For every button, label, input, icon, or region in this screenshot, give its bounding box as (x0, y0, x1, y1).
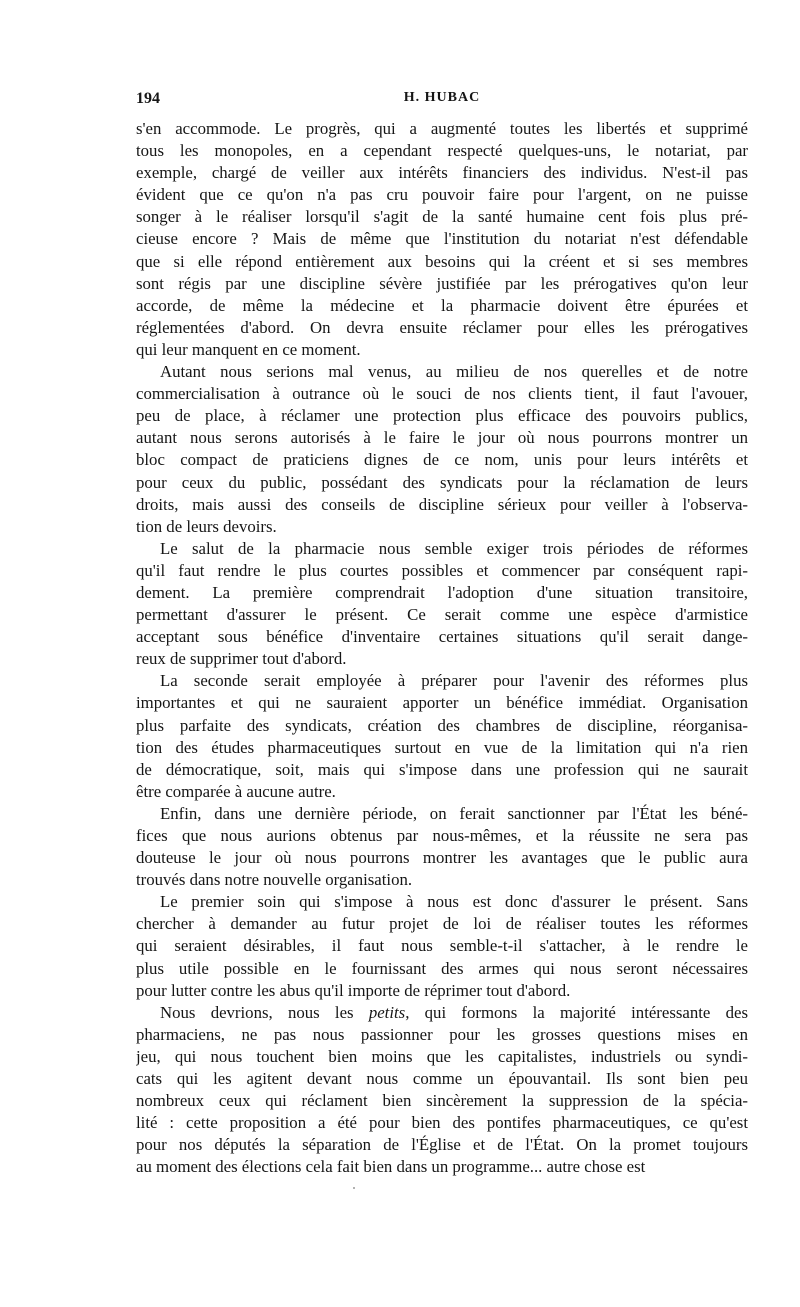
text-line: songer à le réaliser lorsqu'il s'agit de la santé humaine cent fois plus pré- (136, 207, 748, 227)
paper-speck (353, 1187, 355, 1189)
text-line: La seconde serait employée à préparer pour l'avenir des réformes plus (160, 671, 748, 691)
text-line: que si elle répond entièrement aux besoins qui la créent et si ses membres (136, 251, 748, 271)
paragraph (136, 803, 748, 891)
text-line: qui leur manquent en ce moment. (136, 339, 361, 359)
text-line: qu'il faut rendre le plus courtes possibles et commencer par conséquent rapi- (136, 560, 748, 580)
paragraph (136, 1002, 748, 1179)
text-line: droits, mais aussi des conseils de discipline sérieux pour veiller à l'observa- (136, 494, 748, 514)
text-line: qui seraient désirables, il faut nous semble-t-il s'attacher, à le rendre le (136, 936, 748, 956)
text-line: acceptant sous bénéfice d'inventaire certaines situations qu'il serait dange- (136, 627, 748, 647)
text-line: sont régis par une discipline sévère justifiée par les prérogatives qu'on leur (136, 273, 748, 293)
text-line: de démocratique, soit, mais qui s'impose dans une profession qui ne saurait (136, 759, 748, 779)
paragraph (136, 891, 748, 1001)
text-line: Le salut de la pharmacie nous semble exiger trois périodes de réformes (160, 538, 748, 558)
text-line: Nous devrions, nous les petits, qui formons la majorité intéressante des (160, 1002, 748, 1022)
text-line: évident que ce qu'on n'a pas cru pouvoir faire pour l'argent, on ne puisse (136, 185, 748, 205)
text-line: commercialisation à outrance où le souci de nos clients tient, il faut l'avouer, (136, 384, 748, 404)
text-line: permettant d'assurer le présent. Ce serait comme une espèce d'armistice (136, 605, 748, 625)
text-line: bloc compact de praticiens dignes de ce nom, unis pour leurs intérêts et (136, 450, 748, 470)
text-line: cats qui les agitent devant nous comme un épouvantail. Ils sont bien peu (136, 1069, 748, 1089)
running-title: H. HUBAC (403, 90, 481, 105)
paragraph (136, 361, 748, 538)
text-line: tion de leurs devoirs. (136, 516, 277, 536)
text-line: lité : cette proposition a été pour bien des pontifes pharmaceutiques, ce qu'est (136, 1113, 748, 1133)
text-line: dement. La première comprendrait l'adoption d'une situation transitoire, (136, 582, 748, 602)
text-line: exemple, chargé de veiller aux intérêts financiers des individus. N'est-il pas (136, 163, 748, 183)
paragraph (136, 118, 748, 361)
text-line: plus utile possible en le fournissant des armes qui nous seront nécessaires (136, 958, 748, 978)
text-line: plus parfaite des syndicats, création des chambres de discipline, réorganisa- (136, 715, 748, 735)
text-line: Le premier soin qui s'impose à nous est donc d'assurer le présent. Sans (160, 892, 748, 912)
running-head (136, 90, 748, 112)
text-line: reux de supprimer tout d'abord. (136, 649, 347, 669)
emphasized-word: petits (368, 1002, 406, 1022)
text-line: importantes et qui ne sauraient apporter un bénéfice immédiat. Organisation (136, 693, 748, 713)
text-line: douteuse le jour où nous pourrons montrer les avantages que le public aura (136, 848, 748, 868)
text-line: jeu, qui nous touchent bien moins que les capitalistes, industriels ou syndi- (136, 1046, 748, 1066)
text-line: pour nos députés la séparation de l'Église et de l'État. On la promet toujours (136, 1135, 748, 1155)
paragraph (136, 670, 748, 803)
text-line: s'en accommode. Le progrès, qui a augmenté toutes les libertés et supprimé (136, 119, 748, 138)
text-line: tous les monopoles, en a cependant respecté quelques-uns, le notariat, par (136, 141, 748, 161)
text-line: pharmaciens, ne pas nous passionner pour les grosses questions mises en (136, 1024, 748, 1044)
text-line: pour ceux du public, possédant des syndicats pour la réclamation de leurs (136, 472, 748, 492)
text-line: chercher à demander au futur projet de loi de réaliser toutes les réformes (136, 914, 748, 934)
text-line: pour lutter contre les abus qu'il importe de réprimer tout d'abord. (136, 980, 571, 1000)
paragraph (136, 538, 748, 671)
text-line: peu de place, à réclamer une protection plus efficace des pouvoirs publics, (136, 406, 748, 426)
page-number: 194 (136, 90, 160, 107)
text-line: tion des études pharmaceutiques surtout en vue de la limitation qui n'a rien (136, 737, 748, 757)
text-line: autant nous serons autorisés à le faire le jour où nous pourrons montrer un (136, 428, 748, 448)
text-line: réglementées d'abord. On devra ensuite réclamer pour elles les prérogatives (136, 317, 748, 337)
text-line: Autant nous serions mal venus, au milieu de nos querelles et de notre (160, 362, 748, 382)
text-line: Enfin, dans une dernière période, on ferait sanctionner par l'État les béné- (160, 803, 748, 823)
text-line: trouvés dans notre nouvelle organisation. (136, 870, 413, 890)
text-line: accorde, de même la médecine et la pharmacie doivent être épurées et (136, 295, 748, 315)
text-line: nombreux ceux qui réclament bien sincèrement la suppression de la spécia- (136, 1091, 748, 1111)
text-line: fices que nous aurions obtenus par nous-mêmes, et la réussite ne sera pas (136, 826, 748, 845)
body-text (136, 118, 748, 1179)
text-line: au moment des élections cela fait bien dans un programme... autre chose est (136, 1157, 646, 1177)
text-line: cieuse encore ? Mais de même que l'institution du notariat n'est défendable (136, 229, 748, 249)
text-line: être comparée à aucune autre. (136, 781, 336, 801)
